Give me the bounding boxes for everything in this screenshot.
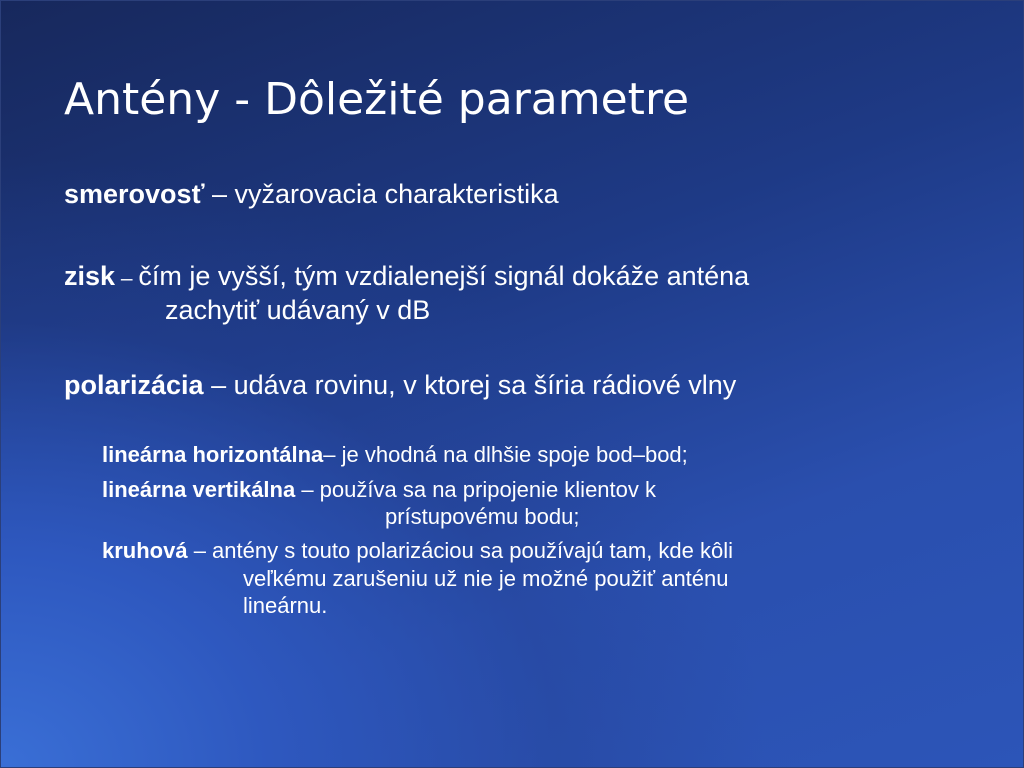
bullet-directivity	[64, 176, 559, 212]
desc-linear-horizontal: – je vhodná na dlhšie spoje bod–bod;	[323, 442, 688, 467]
subitem-circular	[102, 537, 733, 565]
subitem-linear-vertical	[102, 476, 656, 504]
slide-title: Antény - Dôležité parametre	[64, 74, 690, 125]
desc-directivity: – vyžarovacia charakteristika	[204, 179, 559, 209]
desc-linear-vertical: – používa sa na pripojenie klientov k	[295, 477, 656, 502]
subitem-linear-horizontal	[102, 441, 688, 469]
gain-dash: –	[115, 267, 139, 290]
desc-gain: čím je vyšší, tým vzdialenejší signál dokáže anténa	[138, 261, 750, 291]
circular-continuation-2: lineárnu.	[243, 593, 328, 618]
term-linear-vertical: lineárna vertikálna	[102, 477, 296, 502]
bullet-polarization	[64, 367, 736, 403]
desc-polarization: – udáva rovinu, v ktorej sa šíria rádiové vlny	[203, 370, 737, 400]
term-directivity: smerovosť	[64, 179, 205, 209]
term-polarization: polarizácia	[64, 370, 204, 400]
term-circular: kruhová	[102, 538, 188, 563]
gain-continuation: zachytiť udávaný v dB	[165, 295, 431, 325]
linear-vertical-continuation: prístupovému bodu;	[385, 504, 580, 529]
desc-circular: – antény s touto polarizáciou sa používajú tam, kde kôli	[187, 538, 734, 563]
term-linear-horizontal: lineárna horizontálna	[102, 442, 324, 467]
term-gain: zisk	[64, 261, 116, 291]
circular-continuation-1: veľkému zarušeniu už nie je možné použiť anténu	[243, 566, 729, 591]
